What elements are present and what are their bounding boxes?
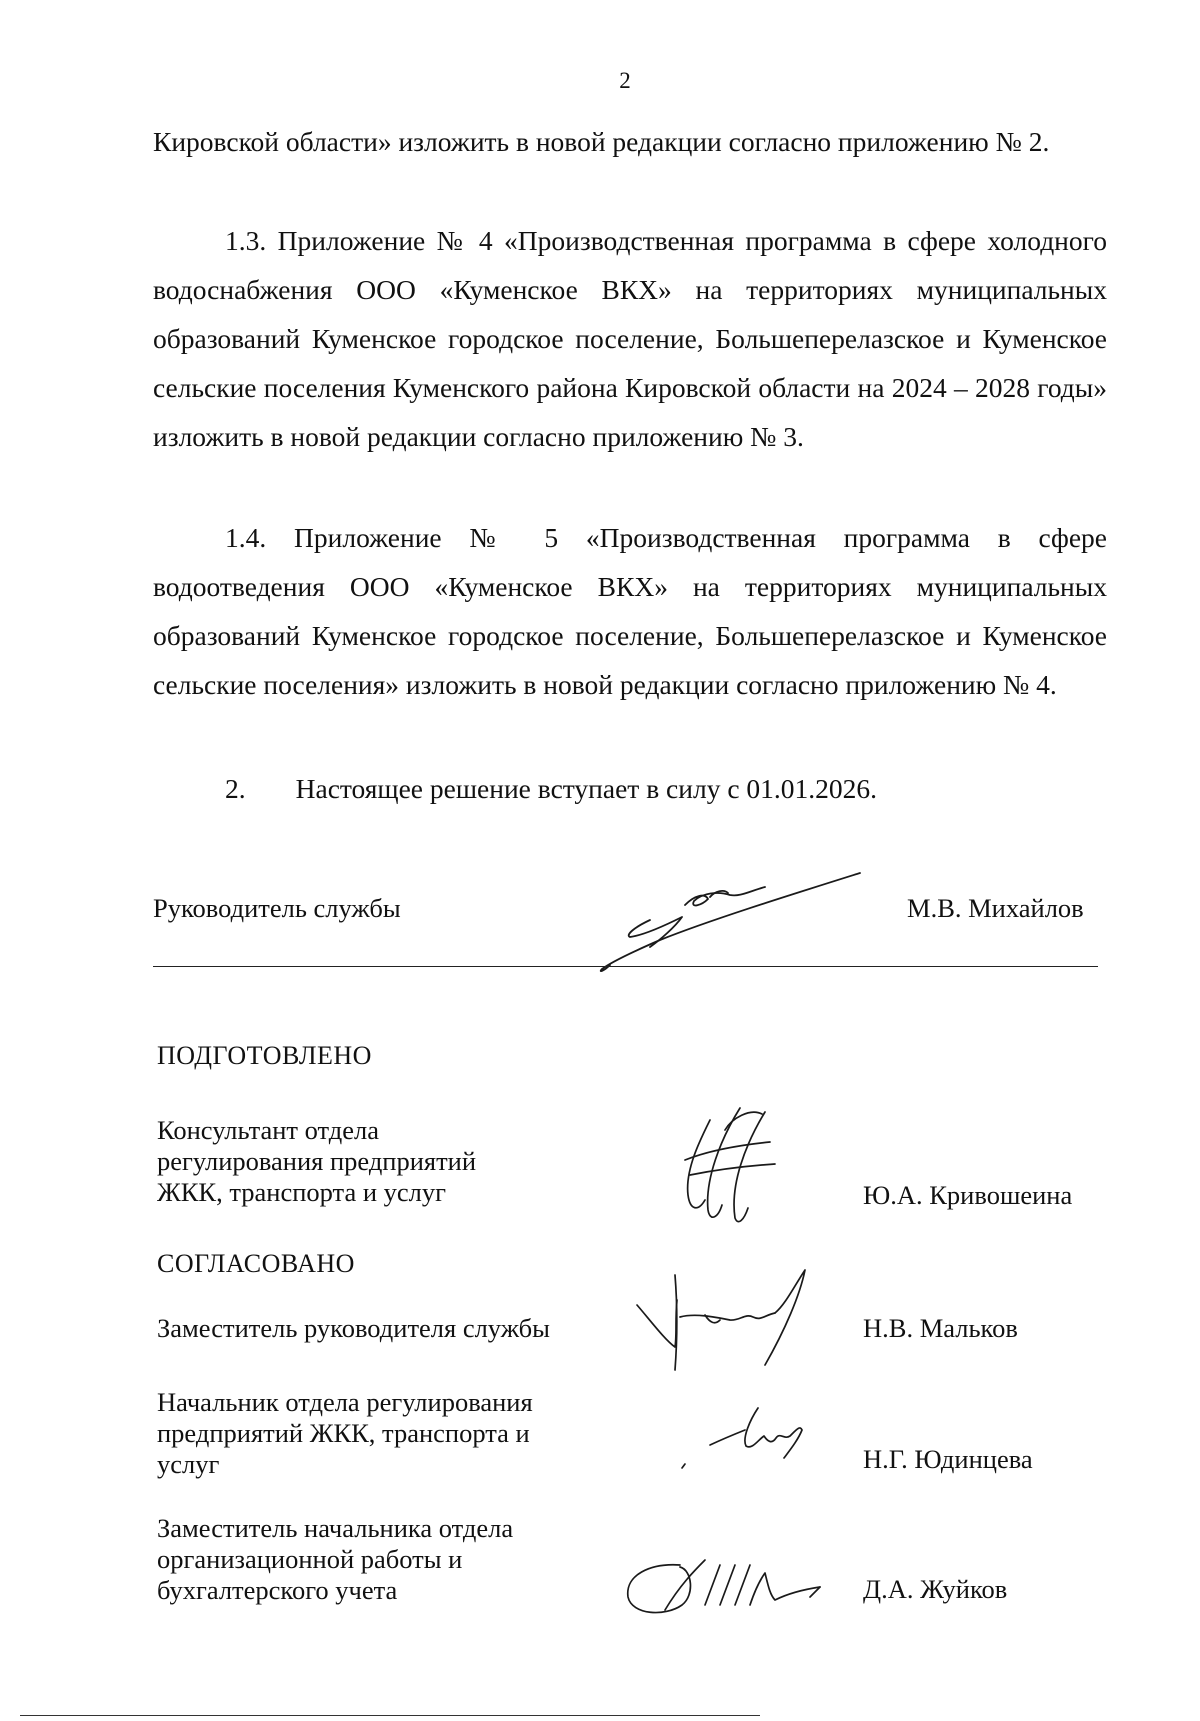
signer-position-line: организационной работы и xyxy=(157,1544,463,1574)
signer-position-line: услуг xyxy=(157,1449,220,1479)
signer-position-line: бухгалтерского учета xyxy=(157,1575,398,1605)
signer-signature-image xyxy=(620,1545,835,1625)
prepared-position xyxy=(157,1115,476,1208)
signer-position-line: Заместитель начальника отдела xyxy=(157,1513,514,1543)
prepared-heading: ПОДГОТОВЛЕНО xyxy=(157,1041,372,1070)
head-name: М.В. Михайлов xyxy=(907,893,1084,923)
paragraph-appendix-2-tail: Кировской области» изложить в новой редакции согласно приложению № 2. xyxy=(153,126,1050,157)
head-divider xyxy=(153,966,1098,967)
paragraph-2-number: 2. xyxy=(225,773,246,804)
prepared-position-line: Консультант отдела xyxy=(157,1115,380,1145)
signer-name: Д.А. Жуйков xyxy=(863,1574,1008,1604)
signer-position xyxy=(157,1387,533,1480)
signer-position xyxy=(157,1513,513,1606)
head-signature-image xyxy=(590,865,870,975)
signer-name: Н.В. Мальков xyxy=(863,1313,1018,1343)
paragraph-2 xyxy=(153,764,1107,813)
head-title: Руководитель службы xyxy=(153,893,401,923)
signer-signature-image xyxy=(635,1265,835,1380)
paragraph-1-3: 1.3. Приложение № 4 «Производственная программа в сфере холодного водоснабжения ООО «Куменское ВКХ» на территориях муниципальных образований Куменское городское поселение, Большеперелазское и Куменское сельские поселения Куменского района Кировской области на 2024 – 2028 годы» изложить в новой редакции согласно приложению № 3. xyxy=(153,225,1107,452)
signer-position-line: Заместитель руководителя службы xyxy=(157,1313,550,1343)
signer-position-line: Начальник отдела регулирования xyxy=(157,1387,533,1417)
signer-name: Н.Г. Юдинцева xyxy=(863,1444,1033,1474)
prepared-position-line: ЖКК, транспорта и услуг xyxy=(157,1177,446,1207)
signer-signature-image xyxy=(680,1400,810,1475)
prepared-signature-image xyxy=(670,1100,790,1230)
paragraph-2-text: Настоящее решение вступает в силу с 01.01.2026. xyxy=(295,773,878,804)
prepared-name: Ю.А. Кривошеина xyxy=(863,1180,1073,1210)
bottom-divider xyxy=(20,1715,760,1716)
agreed-heading: СОГЛАСОВАНО xyxy=(157,1249,355,1278)
prepared-position-line: регулирования предприятий xyxy=(157,1146,477,1176)
signer-position xyxy=(157,1313,550,1344)
paragraph-1-4: 1.4. Приложение № 5 «Производственная программа в сфере водоотведения ООО «Куменское ВКХ» на территориях муниципальных образований Куменское городское поселение, Большеперелазское и Куменское сельские поселения» изложить в новой редакции согласно приложению № 4. xyxy=(153,522,1107,700)
page-number: 2 xyxy=(619,68,631,93)
signer-position-line: предприятий ЖКК, транспорта и xyxy=(157,1418,530,1448)
